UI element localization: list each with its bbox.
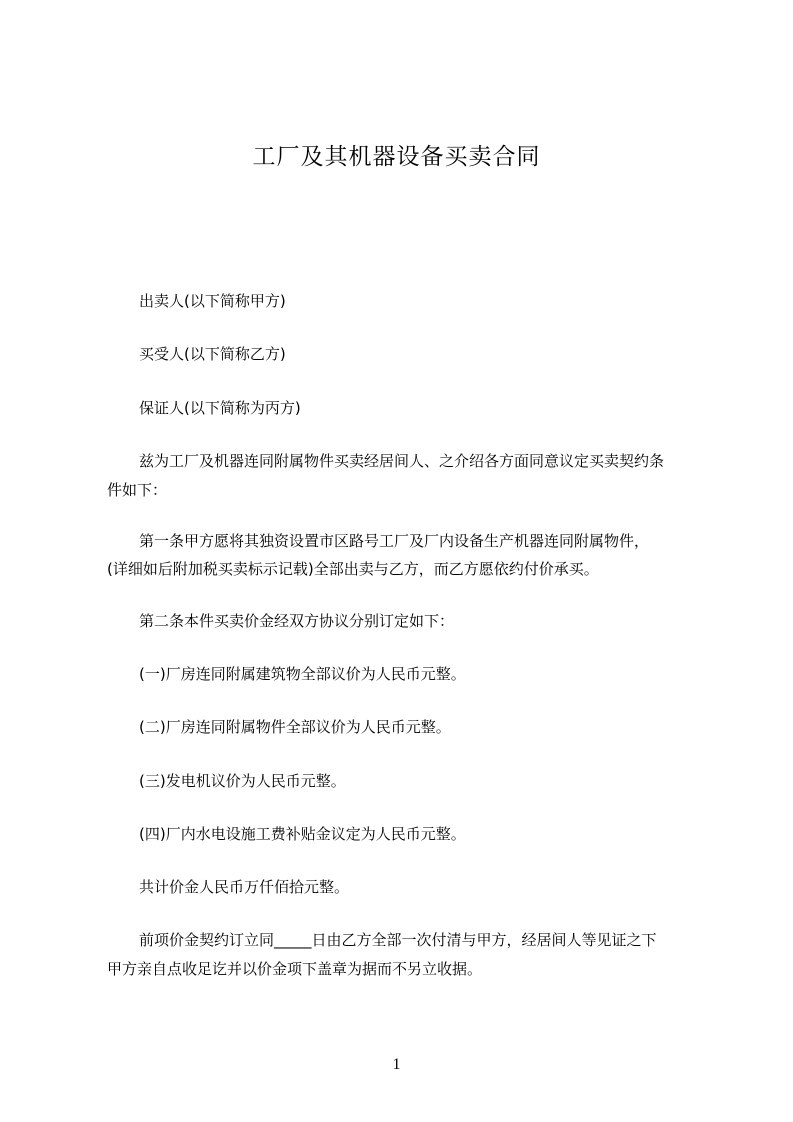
payment-clause-line-1: 前项价金契约订立同_____日由乙方全部一次付清与甲方，经居间人等见证之下 (139, 931, 657, 949)
article-1-line-1: 第一条甲方愿将其独资设置市区路号工厂及厂内设备生产机器连同附属物件， (139, 532, 650, 550)
page-number: 1 (392, 1056, 401, 1073)
price-item-3: (三)发电机议价为人民币元整。 (139, 772, 346, 790)
preamble-line-2: 件如下： (107, 481, 168, 499)
price-item-1: (一)厂房连同附属建筑物全部议价为人民币元整。 (139, 665, 466, 683)
article-1-line-2: (详细如后附加税买卖标示记载)全部出卖与乙方，而乙方愿依约付价承买。 (107, 560, 599, 578)
preamble-line-1: 兹为工厂及机器连同附属物件买卖经居间人、之介绍各方面同意议定买卖契约条 (139, 452, 665, 470)
seller-line: 出卖人(以下简称甲方) (139, 292, 286, 310)
price-item-2: (二)厂房连同附属物件全部议价为人民币元整。 (139, 718, 451, 736)
article-2-heading: 第二条本件买卖价金经双方协议分别订定如下： (139, 612, 455, 630)
document-title: 工厂及其机器设备买卖合同 (252, 144, 541, 170)
payment-clause-line-2: 甲方亲自点收足讫并以价金项下盖章为据而不另立收据。 (107, 960, 483, 978)
guarantor-line: 保证人(以下简称为丙方) (139, 399, 301, 417)
price-total: 共计价金人民币万仟佰拾元整。 (139, 878, 350, 896)
price-item-4: (四)厂内水电设施工费补贴金议定为人民币元整。 (139, 825, 466, 843)
buyer-line: 买受人(以下简称乙方) (139, 345, 286, 363)
